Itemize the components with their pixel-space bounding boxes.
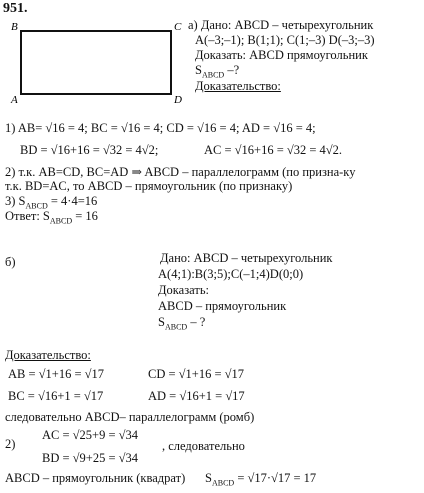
- proof-b-ad: AD = √16+1 = √17: [148, 389, 245, 403]
- vertex-label-a: A: [11, 94, 18, 106]
- proof-a-line-2b: т.к. BD=AC, то ABCD – прямоугольник (по признаку): [5, 179, 293, 193]
- proof-b-conclusion: следовательно ABCD– параллелограмм (ромб): [5, 410, 255, 424]
- given-a-line-3: Доказать: ABCD прямоугольник: [195, 48, 368, 62]
- rectangle-figure: [0, 0, 200, 110]
- vertex-label-d: D: [174, 94, 182, 106]
- proof-b-cd: CD = √1+16 = √17: [148, 367, 244, 381]
- vertex-label-b: B: [11, 21, 18, 33]
- proof-heading-a: Доказательство:: [195, 79, 281, 93]
- given-b-line-2: A(4;1):B(3;5);C(–1;4)D(0;0): [158, 267, 304, 281]
- given-b-line-3: Доказать:: [158, 283, 210, 297]
- given-a-line-2: A(–3;–1); B(1;1); C(1;–3) D(–3;–3): [195, 33, 375, 47]
- proof-a-ac: AC = √16+16 = √32 = 4√2.: [204, 143, 343, 157]
- proof-heading-b: Доказательство:: [5, 348, 91, 362]
- proof-a-line-2: 2) т.к. AB=CD, BC=AD ⇒ ABCD – параллелограмм (по призна-ку: [5, 165, 356, 179]
- part-b-label: б): [5, 255, 16, 269]
- proof-a-line-1: 1) AB= √16 = 4; BC = √16 = 4; CD = √16 = 4; AD = √16 = 4;: [5, 121, 316, 135]
- proof-b-bd: BD = √9+25 = √34: [42, 451, 138, 465]
- answer-a: Ответ: $S_{ABCD} = 16$: [5, 209, 98, 226]
- proof-a-bd: BD = √16+16 = √32 = 4√2;: [20, 143, 159, 157]
- given-b-line-4: ABCD – прямоугольник: [158, 299, 287, 313]
- proof-b-ab: AB = √1+16 = √17: [8, 367, 104, 381]
- vertex-label-c: C: [174, 21, 182, 33]
- given-a-area-query: $S_{ABCD}$ –?: [195, 63, 240, 80]
- proof-b-final-left: ABCD – прямоугольник (квадрат): [5, 471, 186, 485]
- given-a-line-1: а) Дано: ABCD – четырехугольник: [188, 18, 374, 32]
- proof-b-final-area: $S_{ABCD} = √17\cdot√17 = 17$: [205, 471, 317, 488]
- rectangle-abcd: [21, 31, 171, 94]
- proof-b-ac: AC = √25+9 = √34: [42, 428, 138, 442]
- given-b-area-query: $S_{ABCD}$ – ?: [158, 315, 206, 332]
- proof-b-bc: BC = √16+1 = √17: [8, 389, 104, 403]
- proof-b-step2-suffix: , следовательно: [162, 439, 245, 453]
- proof-b-step2-number: 2): [5, 437, 16, 451]
- problem-number: 951.: [3, 1, 28, 16]
- given-b-line-1: Дано: ABCD – четырехугольник: [160, 251, 333, 265]
- proof-a-line-3: 3) $S_{ABCD} = 4\cdot 4=16$: [5, 194, 98, 211]
